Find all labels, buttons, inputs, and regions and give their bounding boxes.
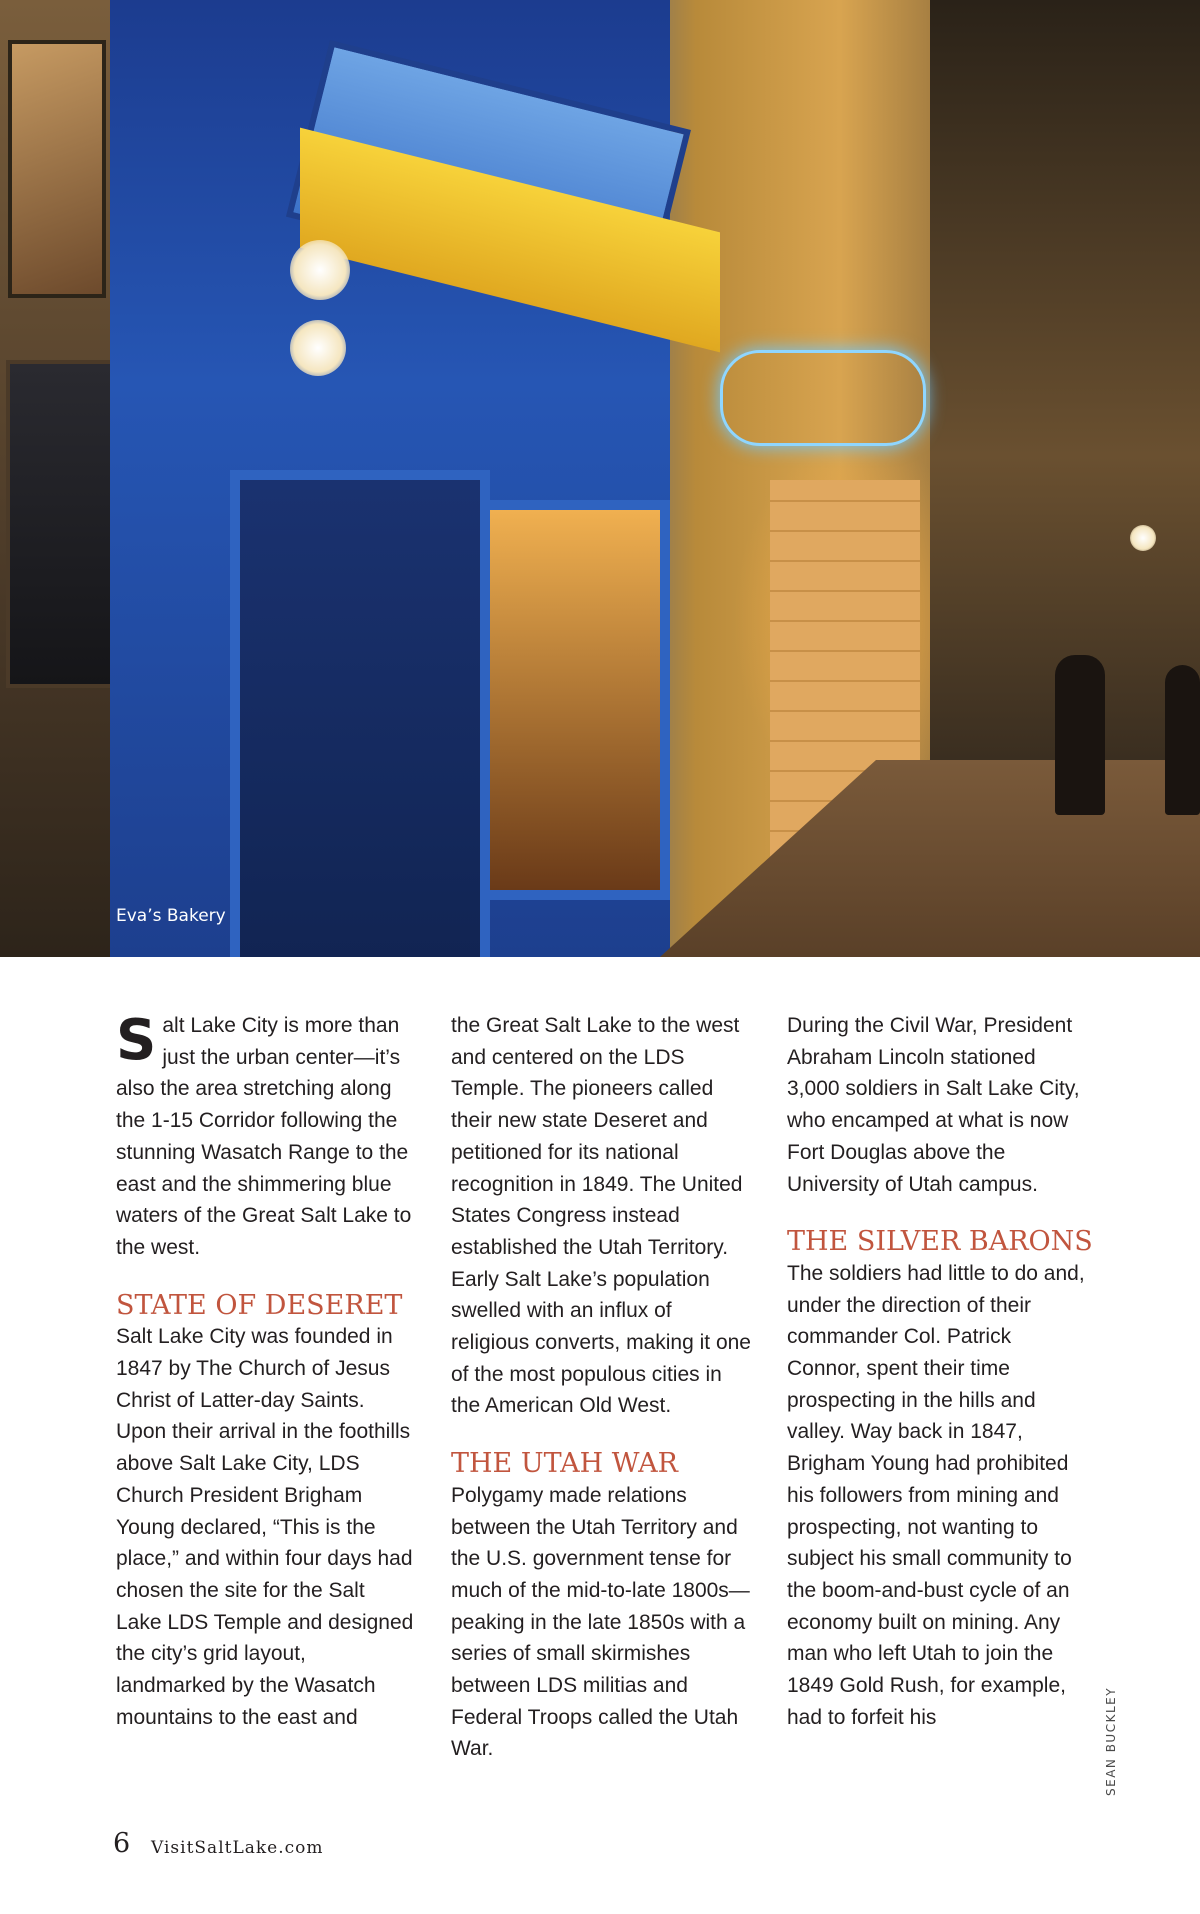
pedestrian [1165, 665, 1200, 815]
lamp-light [290, 240, 350, 300]
section-heading-silver-barons: THE SILVER BARONS [787, 1226, 1093, 1258]
column-1 [116, 1010, 416, 1733]
photo-caption: Eva’s Bakery [116, 906, 226, 926]
drop-cap: S [116, 1008, 157, 1073]
display-case [6, 360, 114, 688]
section-heading-state-of-deseret: STATE OF DESERET [116, 1289, 403, 1321]
street-buildings [930, 0, 1200, 760]
vintage-poster [8, 40, 106, 298]
page-number: 6 [113, 1828, 131, 1859]
pedestrian [1055, 655, 1105, 815]
intro-text: alt Lake City is more than just the urban center—it’s also the area stretching along the 1-15 Corridor following the stunning Wasatch Range to the east and the shimmering blue waters of the Great Salt Lake to the west. [116, 1014, 412, 1259]
neon-sign [720, 350, 926, 446]
paragraph: Polygamy made relations between the Utah Territory and the U.S. government tense for much of the mid-to-late 1800s—peaking in the late 1850s with a series of small skirmishes between LDS militias and Federal Troops called the Utah War. [451, 1483, 750, 1761]
sidewalk [660, 760, 1200, 957]
paragraph: Salt Lake City was founded in 1847 by The Church of Jesus Christ of Latter-day Saints. Upon their arrival in the foothills above Salt Lake City, LDS Church President Brigham Young declared, “This is the place,” and within four days had chosen the site for the Salt Lake LDS Temple and designed the city’s grid layout, landmarked by the Wasatch mountains to the east and [116, 1325, 414, 1729]
website-url: VisitSaltLake.com [151, 1838, 324, 1858]
intro-paragraph [116, 1010, 416, 1264]
shop-window [480, 500, 670, 900]
photo-credit: SEAN BUCKLEY [1104, 1686, 1118, 1796]
paragraph: the Great Salt Lake to the west and centered on the LDS Temple. The pioneers called their new state Deseret and petitioned for its national recognition in 1849. The United States Congress instead established the Utah Territory. Early Salt Lake’s population swelled with an influx of religious converts, making it one of the most populous cities in the American Old West. [451, 1014, 751, 1418]
lamp-light [1130, 525, 1156, 551]
column-2 [451, 1010, 751, 1765]
column-3 [787, 1010, 1093, 1733]
section-heading-utah-war: THE UTAH WAR [451, 1448, 678, 1480]
paragraph: During the Civil War, President Abraham Lincoln stationed 3,000 soldiers in Salt Lake City, who encamped at what is now Fort Douglas above the University of Utah campus. [787, 1014, 1080, 1196]
lamp-light [290, 320, 346, 376]
paragraph: The soldiers had little to do and, under the direction of their commander Col. Patrick Connor, spent their time prospecting in the hills and valley. Way back in 1847, Brigham Young had prohibited his followers from mining and prospecting, not wanting to subject his small community to the boom-and-bust cycle of an economy built on mining. Any man who left Utah to join the 1849 Gold Rush, for example, had to forfeit his [787, 1261, 1085, 1729]
shop-door [230, 470, 490, 957]
